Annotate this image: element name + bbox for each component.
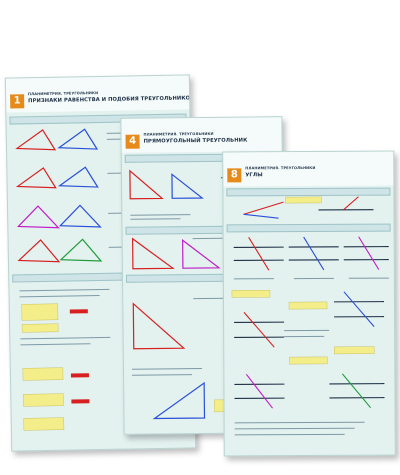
poster-subtitle: ПЛАНИМЕТРИЯ. ТРЕУГОЛЬНИКИ: [28, 91, 99, 97]
poster-number: 8: [227, 168, 241, 182]
poster-title: ПРЯМОУГОЛЬНЫЙ ТРЕУГОЛЬНИК: [143, 137, 248, 145]
poster-number: 4: [126, 135, 140, 149]
poster-figures: [223, 152, 395, 456]
poster-subtitle: ПЛАНИМЕТРИЯ. ТРЕУГОЛЬНИКИ: [245, 165, 316, 171]
poster-number: 1: [10, 94, 24, 108]
poster-card-8: [222, 151, 396, 457]
poster-title: УГЛЫ: [245, 172, 263, 179]
poster-subtitle: ПЛАНИМЕТРИЯ. ТРЕУГОЛЬНИКИ: [143, 131, 214, 137]
poster-title: ПРИЗНАКИ РАВЕНСТВА И ПОДОБИЯ ТРЕУГОЛЬНИКОВ: [28, 95, 195, 105]
